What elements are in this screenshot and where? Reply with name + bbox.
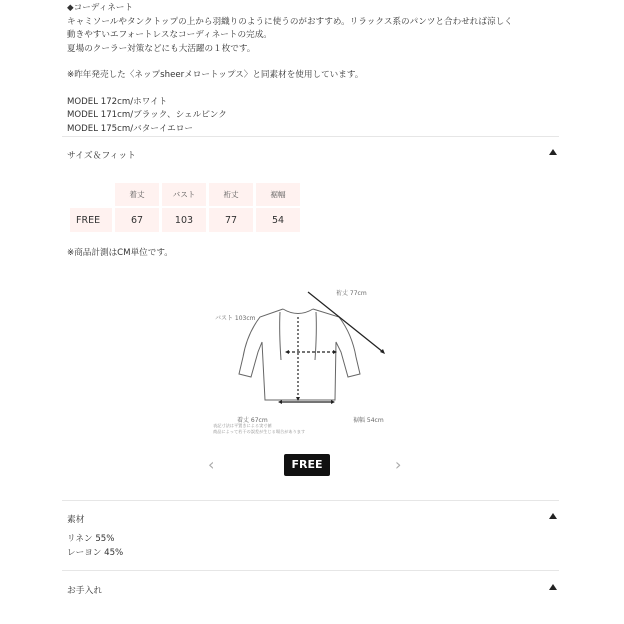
coordinate-heading: ◆コーディネート [67, 3, 134, 13]
divider [62, 570, 559, 571]
size-option-button[interactable]: FREE [284, 454, 330, 476]
size-table-header [70, 183, 112, 206]
material-line: リネン 55% [67, 534, 115, 544]
diagram-label: 裾幅 54cm [353, 417, 384, 424]
diagram-fine-print: 表記寸法は平置きによる実寸値 [213, 423, 272, 428]
size-cell: FREE [70, 208, 112, 232]
diagram-label: 裄丈 77cm [336, 290, 367, 297]
collapse-arrow-icon[interactable] [549, 513, 557, 519]
material-accordion-header[interactable] [67, 512, 557, 526]
model-info: MODEL 175cm/バターイエロー [67, 123, 193, 134]
coordinate-text-line: 動きやすいエフォートレスなコーディネートの完成。 [67, 30, 272, 40]
size-table-header-row [70, 183, 300, 206]
size-fit-accordion-header[interactable] [67, 148, 557, 162]
size-cell: 77 [209, 208, 253, 232]
diagram-label: バスト 103cm [215, 315, 256, 322]
diagram-fine-print: 商品によって若干の誤差が生じる場合があります [213, 429, 306, 434]
divider [62, 136, 559, 137]
size-table-header: バスト [162, 183, 206, 206]
model-info: MODEL 171cm/ブラック、シェルピンク [67, 110, 227, 120]
collapse-arrow-icon[interactable] [549, 584, 557, 590]
size-diagram [205, 282, 405, 442]
size-table-header: 着丈 [115, 183, 159, 206]
material-line: レーヨン 45% [67, 547, 124, 558]
care-title: お手入れ [67, 586, 103, 596]
coordinate-text-line: キャミソールやタンクトップの上から羽織りのように使うのがおすすめ。リラックス系のパンツと合わせれば涼しく [67, 16, 513, 27]
size-table-header: 裾幅 [256, 183, 300, 206]
size-cell: 54 [256, 208, 300, 232]
care-accordion-header[interactable] [67, 583, 557, 597]
collapse-arrow-icon[interactable] [549, 149, 557, 155]
table-row [70, 208, 300, 232]
chevron-left-icon[interactable]: ‹ [208, 455, 215, 474]
size-table [67, 181, 303, 234]
size-fit-title: サイズ＆フィット [67, 151, 136, 161]
coordinate-text-line: 夏場のクーラー対策などにも大活躍の１枚です。 [67, 43, 256, 54]
measurement-note: ※商品計測はCM単位です。 [67, 248, 173, 258]
material-title: 素材 [67, 515, 85, 525]
size-table-header: 裄丈 [209, 183, 253, 206]
material-composition [67, 533, 123, 560]
model-info: MODEL 172cm/ホワイト [67, 96, 168, 107]
material-note: ※昨年発売した〈ネップsheerメロートップス〉と同素材を使用しています。 [67, 70, 364, 80]
diagram-label: 着丈 67cm [237, 417, 268, 424]
chevron-right-icon[interactable]: › [395, 455, 402, 474]
coordinate-description [67, 2, 513, 136]
divider [62, 500, 559, 501]
size-cell: 103 [162, 208, 206, 232]
size-cell: 67 [115, 208, 159, 232]
